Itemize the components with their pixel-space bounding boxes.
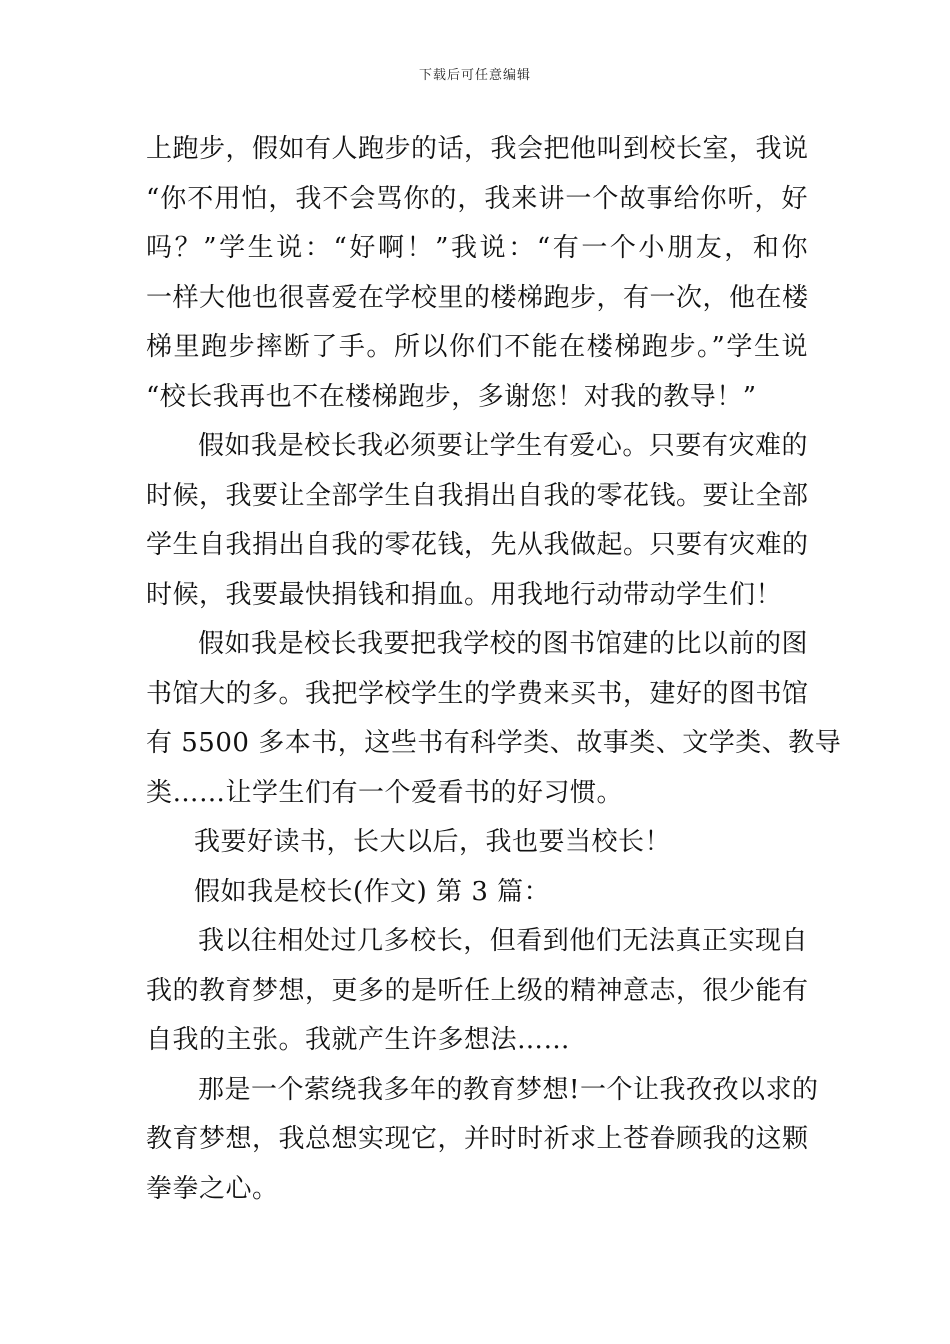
text-line: 类……让学生们有一个爱看书的好习惯。 bbox=[146, 777, 624, 808]
text-line: 假如我是校长我要把我学校的图书馆建的比以前的图 bbox=[198, 629, 808, 659]
paragraph-story bbox=[146, 125, 808, 422]
text-line: 时候，我要最快捐钱和捐血。用我地行动带动学生们！ bbox=[146, 579, 783, 610]
text-line: 拳拳之心。 bbox=[146, 1173, 279, 1204]
text-line: 学生自我捐出自我的零花钱，先从我做起。只要有灾难的 bbox=[146, 530, 809, 560]
text-line: 时候，我要让全部学生自我捐出自我的零花钱。要让全部 bbox=[146, 480, 809, 511]
text-line: “校长我再也不在楼梯跑步，多谢您！对我的教导！” bbox=[146, 381, 757, 412]
paragraph-library bbox=[146, 620, 842, 818]
text-line: 吗？”学生说：“好啊！”我说：“有一个小朋友，和你 bbox=[146, 233, 808, 263]
text-line: 我的教育梦想，更多的是听任上级的精神意志，很少能有 bbox=[146, 975, 809, 1006]
text-line: 那是一个萦绕我多年的教育梦想!一个让我孜孜以求的 bbox=[198, 1074, 819, 1105]
text-line: 一样大他也很喜爱在学校里的楼梯跑步，有一次，他在楼 bbox=[146, 282, 809, 313]
text-line: 我要好读书，长大以后，我也要当校长！ bbox=[194, 827, 672, 857]
text-line: 上跑步，假如有人跑步的话，我会把他叫到校长室，我说 bbox=[146, 134, 809, 164]
text-line: 书馆大的多。我把学校学生的学费来买书，建好的图书馆 bbox=[146, 678, 809, 709]
text-line: 假如我是校长(作文) 第 3 篇： bbox=[194, 876, 551, 907]
page-header: 下载后可任意编辑 bbox=[418, 68, 531, 83]
paragraph-dream bbox=[146, 1066, 819, 1215]
paragraph-love bbox=[146, 422, 808, 620]
text-line: 我以往相处过几多校长，但看到他们无法真正实现自 bbox=[198, 926, 808, 956]
text-line: 教育梦想，我总想实现它，并时时祈求上苍眷顾我的这颗 bbox=[146, 1124, 809, 1154]
text-line: 假如我是校长我必须要让学生有爱心。只要有灾难的 bbox=[198, 431, 808, 461]
text-line: 自我的主张。我就产生许多想法…… bbox=[146, 1025, 571, 1055]
paragraph-principals bbox=[146, 917, 808, 1066]
document-body bbox=[146, 125, 842, 1214]
text-line: 有 5500 多本书，这些书有科学类、故事类、文学类、教导 bbox=[146, 728, 842, 758]
text-line: 梯里跑步摔断了手。所以你们不能在楼梯跑步。”学生说 bbox=[146, 332, 808, 362]
section-title bbox=[146, 868, 808, 918]
paragraph-conclusion bbox=[146, 818, 808, 868]
text-line: “你不用怕，我不会骂你的，我来讲一个故事给你听，好 bbox=[146, 183, 808, 214]
